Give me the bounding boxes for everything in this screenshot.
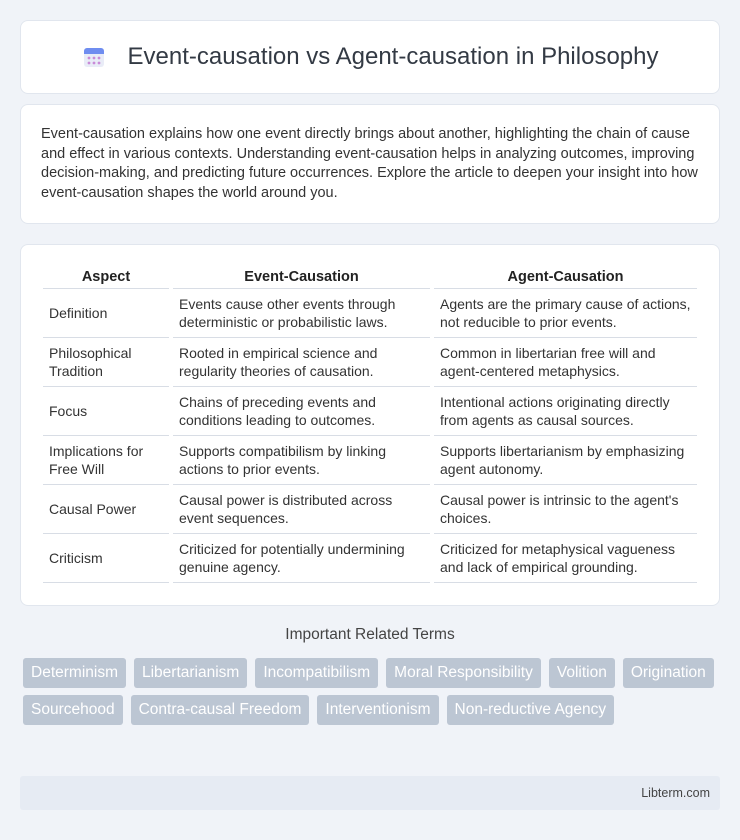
header-card xyxy=(20,20,720,94)
related-term-tag[interactable]: Interventionism xyxy=(317,695,438,725)
intro-card xyxy=(20,104,720,224)
related-term-tag[interactable]: Incompatibilism xyxy=(255,658,378,688)
calendar-icon xyxy=(82,45,106,69)
event-causation-cell: Causal power is distributed across event sequences. xyxy=(173,485,430,534)
related-terms-title: Important Related Terms xyxy=(285,626,455,643)
aspect-cell: Definition xyxy=(43,289,169,338)
table-row xyxy=(43,436,697,485)
agent-causation-cell: Causal power is intrinsic to the agent's choices. xyxy=(434,485,697,534)
comparison-table-card xyxy=(20,244,720,606)
footer xyxy=(20,776,720,810)
aspect-cell: Focus xyxy=(43,387,169,436)
related-term-tag[interactable]: Moral Responsibility xyxy=(386,658,541,688)
table-header-row xyxy=(43,265,697,289)
event-causation-cell: Events cause other events through deterministic or probabilistic laws. xyxy=(173,289,430,338)
column-header: Aspect xyxy=(43,265,169,289)
page-title: Event-causation vs Agent-causation in Philosophy xyxy=(127,43,659,70)
agent-causation-cell: Supports libertarianism by emphasizing agent autonomy. xyxy=(434,436,697,485)
table-row xyxy=(43,534,697,583)
table-row xyxy=(43,338,697,387)
aspect-cell: Implications for Free Will xyxy=(43,436,169,485)
agent-causation-cell: Agents are the primary cause of actions, not reducible to prior events. xyxy=(434,289,697,338)
table-row xyxy=(43,485,697,534)
aspect-cell: Causal Power xyxy=(43,485,169,534)
table-row xyxy=(43,289,697,338)
event-causation-cell: Supports compatibilism by linking actions to prior events. xyxy=(173,436,430,485)
table-row xyxy=(43,387,697,436)
event-causation-cell: Rooted in empirical science and regularity theories of causation. xyxy=(173,338,430,387)
related-term-tag[interactable]: Sourcehood xyxy=(23,695,123,725)
agent-causation-cell: Criticized for metaphysical vagueness and lack of empirical grounding. xyxy=(434,534,697,583)
related-term-tag[interactable]: Determinism xyxy=(23,658,126,688)
column-header: Agent-Causation xyxy=(434,265,697,289)
column-header: Event-Causation xyxy=(173,265,430,289)
event-causation-cell: Criticized for potentially undermining genuine agency. xyxy=(173,534,430,583)
intro-text: Event-causation explains how one event directly brings about another, highlighting the chain of cause and effect in various contexts. Understanding event-causation helps in analyzing outcomes, improving decision-making, and predicting future occurrences. Explore the article to deepen your insight into how event-causation shapes the world around you. xyxy=(41,126,698,201)
related-term-tag[interactable]: Non-reductive Agency xyxy=(447,695,615,725)
aspect-cell: Criticism xyxy=(43,534,169,583)
agent-causation-cell: Common in libertarian free will and agent-centered metaphysics. xyxy=(434,338,697,387)
related-term-tag[interactable]: Origination xyxy=(623,658,714,688)
event-causation-cell: Chains of preceding events and conditions leading to outcomes. xyxy=(173,387,430,436)
related-terms-list xyxy=(23,658,723,725)
agent-causation-cell: Intentional actions originating directly from agents as causal sources. xyxy=(434,387,697,436)
footer-link[interactable]: Libterm.com xyxy=(641,786,710,800)
related-term-tag[interactable]: Contra-causal Freedom xyxy=(131,695,310,725)
related-term-tag[interactable]: Volition xyxy=(549,658,615,688)
aspect-cell: Philosophical Tradition xyxy=(43,338,169,387)
comparison-table xyxy=(39,265,701,583)
related-term-tag[interactable]: Libertarianism xyxy=(134,658,247,688)
